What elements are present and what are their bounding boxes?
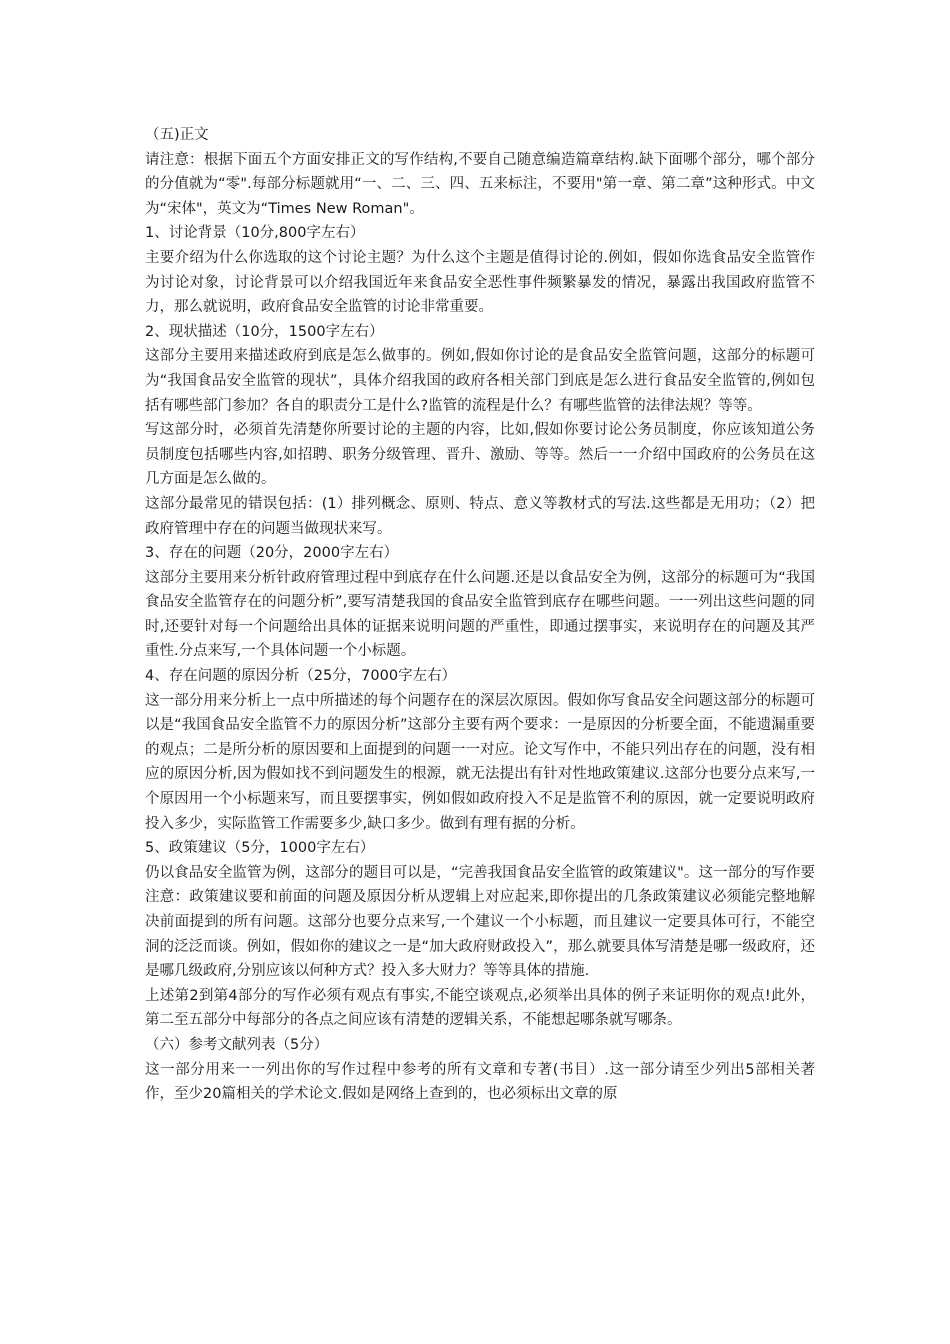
part3-title: 3、存在的问题（20分，2000字左右） xyxy=(145,545,399,562)
section-six-title: （六）参考文献列表（5分） xyxy=(145,1036,329,1053)
document-body xyxy=(145,123,815,1107)
part2-paragraph-1: 这部分主要用来描述政府到底是怎么做事的。例如,假如你讨论的是食品安全监管问题，这部分的标题可为“我国食品安全监管的现状”，具体介绍我国的政府各相关部门到底是怎么进行食品安全监管的,例如包括有哪些部门参加？各自的职责分工是什么?监管的流程是什么？有哪些监管的法律法规？等等。 xyxy=(145,348,815,414)
part3-paragraph: 这部分主要用来分析针政府管理过程中到底存在什么问题.还是以食品安全为例，这部分的标题可为“我国食品安全监管存在的问题分析”,要写清楚我国的食品安全监管到底存在哪些问题。一一列出这些问题的同时,还要针对每一个问题给出具体的证据来说明问题的严重性，即通过摆事实，来说明存在的问题及其严重性.分点来写,一个具体问题一个小标题。 xyxy=(145,569,815,660)
part2-paragraph-3: 这部分最常见的错误包括：(1）排列概念、原则、特点、意义等教材式的写法.这些都是无用功；（2）把政府管理中存在的问题当做现状来写。 xyxy=(145,495,815,537)
part2-title: 2、现状描述（10分，1500字左右） xyxy=(145,323,384,340)
part5-paragraph: 仍以食品安全监管为例，这部分的题目可以是，“完善我国食品安全监管的政策建议"。这一部分的写作要注意：政策建议要和前面的问题及原因分析从逻辑上对应起来,即你提出的几条政策建议必须能完整地解决前面提到的所有问题。这部分也要分点来写,一个建议一个小标题，而且建议一定要具体可行，不能空洞的泛泛而谈。例如，假如你的建议之一是“加大政府财政投入”，那么就要具体写清楚是哪一级政府，还是哪几级政府,分别应该以何种方式？投入多大财力？等等具体的措施. xyxy=(145,864,815,980)
part4-title: 4、存在问题的原因分析（25分，7000字左右） xyxy=(145,668,457,685)
section-six-paragraph: 这一部分用来一一列出你的写作过程中参考的所有文章和专著(书目）.这一部分请至少列出5部相关著作，至少20篇相关的学术论文.假如是网络上查到的，也必须标出文章的原 xyxy=(145,1061,815,1103)
part4-paragraph: 这一部分用来分析上一点中所描述的每个问题存在的深层次原因。假如你写食品安全问题这部分的标题可以是“我国食品安全监管不力的原因分析”这部分主要有两个要求：一是原因的分析要全面，不能遗漏重要的观点；二是所分析的原因要和上面提到的问题一一对应。论文写作中，不能只列出存在的问题，没有相应的原因分析,因为假如找不到问题发生的根源，就无法提出有针对性地政策建议.这部分也要分点来写,一个原因用一个小标题来写，而且要摆事实，例如假如政府投入不足是监管不利的原因，就一定要说明政府投入多少，实际监管工作需要多少,缺口多少。做到有理有据的分析。 xyxy=(145,692,815,832)
part5-title: 5、政策建议（5分，1000字左右） xyxy=(145,840,375,857)
intro-paragraph: 请注意：根据下面五个方面安排正文的写作结构,不要自己随意编造篇章结构.缺下面哪个部分，哪个部分的分值就为“零".每部分标题就用“一、二、三、四、五来标注，不要用"第一章、第二章”这种形式。中文为“宋体"，英文为“Times New Roman"。 xyxy=(145,151,815,217)
summary-paragraph: 上述第2到第4部分的写作必须有观点有事实,不能空谈观点,必须举出具体的例子来证明你的观点!此外，第二至五部分中每部分的各点之间应该有清楚的逻辑关系，不能想起哪条就写哪条。 xyxy=(145,987,815,1029)
section-five-title: （五)正文 xyxy=(145,127,209,143)
part1-title: 1、讨论背景（10分,800字左右） xyxy=(145,225,365,242)
part1-paragraph: 主要介绍为什么你选取的这个讨论主题？为什么这个主题是值得讨论的.例如，假如你选食品安全监管作为讨论对象，讨论背景可以介绍我国近年来食品安全恶性事件频繁暴发的情况，暴露出我国政府监管不力，那么就说明，政府食品安全监管的讨论非常重要。 xyxy=(145,249,815,316)
part2-paragraph-2: 写这部分时，必须首先清楚你所要讨论的主题的内容，比如,假如你要讨论公务员制度，你应该知道公务员制度包括哪些内容,如招聘、职务分级管理、晋升、激励、等等。然后一一介绍中国政府的公务员在这几方面是怎么做的。 xyxy=(145,422,815,488)
